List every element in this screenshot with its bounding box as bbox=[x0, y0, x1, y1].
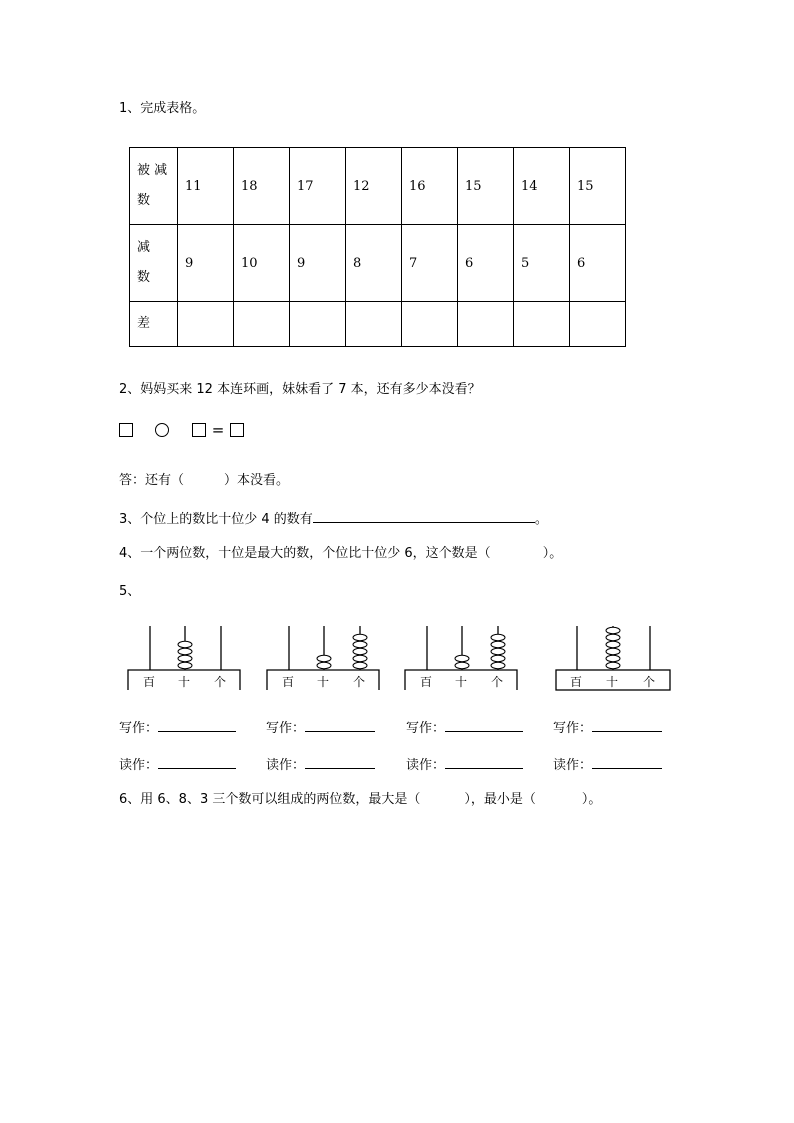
subtrahend-label: 减 数 bbox=[130, 225, 178, 302]
table-cell: 9 bbox=[178, 225, 234, 302]
answer-blank[interactable] bbox=[305, 754, 375, 769]
abacus-place-label: 十 bbox=[455, 675, 468, 689]
abacus-place-label: 个 bbox=[491, 675, 504, 689]
answer-blank[interactable] bbox=[445, 717, 523, 732]
abacus-place-label: 十 bbox=[606, 675, 619, 689]
equals-sign: = bbox=[211, 421, 225, 439]
q3-text: 3、个位上的数比十位少 4 的数有 。 bbox=[119, 508, 548, 529]
table-cell: 11 bbox=[178, 148, 234, 225]
abacus-bead bbox=[606, 627, 620, 633]
minuend-label: 被 减 数 bbox=[130, 148, 178, 225]
read-row-4: 读作： bbox=[553, 754, 662, 775]
q2-answer: 答：还有（ ）本没看。 bbox=[119, 473, 290, 488]
table-cell: 16 bbox=[402, 148, 458, 225]
abacus-place-label: 百 bbox=[420, 675, 433, 689]
abacus-place-label: 百 bbox=[282, 675, 295, 689]
table-cell: 6 bbox=[570, 225, 626, 302]
write-row-2: 写作： bbox=[266, 717, 375, 738]
answer-blank[interactable] bbox=[158, 754, 236, 769]
read-row-3: 读作： bbox=[406, 754, 523, 775]
abacus-place-label: 十 bbox=[317, 675, 330, 689]
answer-blank[interactable] bbox=[445, 754, 523, 769]
answer-blank[interactable] bbox=[305, 717, 375, 732]
abacus-place-label: 百 bbox=[143, 675, 156, 689]
table-cell: 15 bbox=[458, 148, 514, 225]
answer-blank[interactable] bbox=[158, 717, 236, 732]
difference-label: 差 bbox=[130, 302, 178, 347]
q6-text: 6、用 6、8、3 三个数可以组成的两位数，最大是（ ），最小是（ ）。 bbox=[119, 792, 602, 807]
abacus-place-label: 个 bbox=[214, 675, 227, 689]
table-cell: 14 bbox=[514, 148, 570, 225]
table-cell: 18 bbox=[234, 148, 290, 225]
table-cell: 9 bbox=[290, 225, 346, 302]
abacus-bead bbox=[606, 641, 620, 647]
abacus-place-label: 十 bbox=[178, 675, 191, 689]
table-cell: 8 bbox=[346, 225, 402, 302]
abacus-bead bbox=[606, 648, 620, 654]
write-row-1: 写作： bbox=[119, 717, 236, 738]
abacus-bead bbox=[606, 634, 620, 640]
abacus-place-label: 个 bbox=[643, 675, 656, 689]
read-row-2: 读作： bbox=[266, 754, 375, 775]
table-cell: 12 bbox=[346, 148, 402, 225]
q2-text: 2、妈妈买来 12 本连环画，妹妹看了 7 本，还有多少本没看？ bbox=[119, 382, 481, 397]
abacus-place-label: 个 bbox=[353, 675, 366, 689]
read-row-1: 读作： bbox=[119, 754, 236, 775]
abacus-bead bbox=[606, 662, 620, 668]
table-cell: 17 bbox=[290, 148, 346, 225]
q5-title: 5、 bbox=[119, 584, 141, 599]
q4-text: 4、一个两位数，十位是最大的数，个位比十位少 6，这个数是（ ）。 bbox=[119, 546, 563, 561]
abacus-place-label: 百 bbox=[570, 675, 583, 689]
abacus-bead bbox=[606, 655, 620, 661]
write-row-3: 写作： bbox=[406, 717, 523, 738]
table-cell: 6 bbox=[458, 225, 514, 302]
answer-blank[interactable] bbox=[592, 717, 662, 732]
write-row-4: 写作： bbox=[553, 717, 662, 738]
table-cell: 5 bbox=[514, 225, 570, 302]
table-cell: 15 bbox=[570, 148, 626, 225]
table-cell: 10 bbox=[234, 225, 290, 302]
q1-title: 1、完成表格。 bbox=[119, 101, 206, 116]
answer-blank[interactable] bbox=[592, 754, 662, 769]
table-cell: 7 bbox=[402, 225, 458, 302]
